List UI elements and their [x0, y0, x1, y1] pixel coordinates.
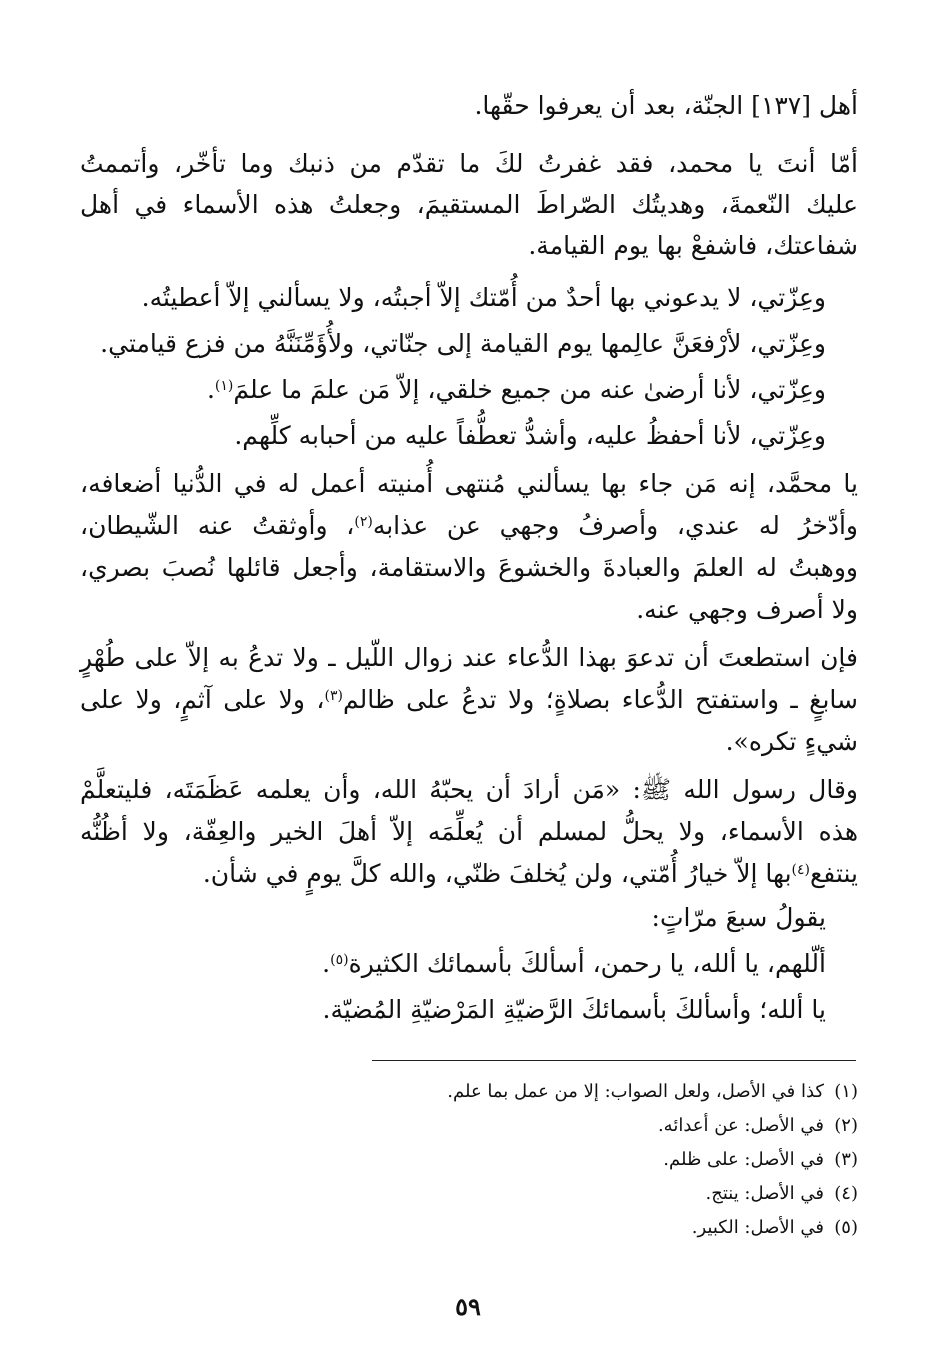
body-line: يا محمَّد، إنه مَن جاء بها يسألني مُنتهى أُمنيته أعمل له في الدُّنيا أضعافه، — [80, 469, 858, 498]
footnote-ref: (٣) — [324, 688, 343, 704]
footnote-text: كذا في الأصل، ولعل الصواب: إلا من عمل بما علم. — [447, 1081, 824, 1102]
body-text: . — [206, 375, 215, 404]
body-text: ينتفع — [810, 859, 858, 888]
body-text: ألّلهم، يا ألله، يا رحمن، أسألكَ بأسمائك الكثيرة — [348, 949, 826, 978]
footnote — [658, 1114, 858, 1138]
footnote-ref: (٢) — [354, 514, 373, 530]
footnote-ref: (٥) — [330, 952, 349, 968]
body-line: وعِزّتي، لأنا أحفظُ عليه، وأشدُّ تعطُّفاً عليه من أحبابه كلِّهم. — [234, 421, 826, 450]
footnote — [692, 1216, 858, 1240]
footnote-text: في الأصل: الكبير. — [691, 1217, 824, 1238]
body-line — [80, 684, 858, 716]
footnote-text: في الأصل: عن أعدائه. — [657, 1115, 824, 1136]
body-line: أمّا أنتَ يا محمد، فقد غفرتُ لكَ ما تقدّم من ذنبك وما تأخّر، وأتممتُ — [80, 149, 858, 178]
footnote-text: في الأصل: على ظلم. — [663, 1149, 824, 1170]
footnote — [663, 1148, 858, 1172]
body-text: ، وأوثقتُ عنه الشّيطان، — [80, 511, 355, 540]
body-text: . — [322, 949, 331, 978]
footnote-number: (٣) — [834, 1149, 858, 1170]
body-text: سابغٍ ـ واستفتح الدُّعاء بصلاةٍ؛ ولا تدعُ على ظالم — [342, 685, 858, 714]
body-line: ولا أصرف وجهي عنه. — [636, 595, 858, 624]
body-line: عليك النّعمةَ، وهديتُك الصّراطَ المستقيمَ، وجعلتُ هذه الأسماء في أهل — [80, 190, 858, 219]
body-line — [80, 510, 858, 542]
body-line: شيءٍ تكره». — [725, 727, 858, 756]
body-line: فإن استطعتَ أن تدعوَ بهذا الدُّعاء عند زوال اللّيل ـ ولا تدعُ به إلاّ على طُهْرٍ — [80, 643, 858, 672]
footnote-number: (٥) — [834, 1217, 858, 1238]
body-line — [322, 948, 826, 980]
body-line: شفاعتك، فاشفعْ بها يوم القيامة. — [528, 231, 858, 260]
footnote-ref: (٤) — [791, 862, 810, 878]
footnote-text: في الأصل: ينتج. — [705, 1183, 824, 1204]
body-text: بها إلاّ خيارُ أُمّتي، ولن يُخلفَ ظنّي، والله كلَّ يومٍ في شأن. — [202, 859, 792, 888]
body-line — [203, 858, 858, 890]
footnote-number: (٢) — [834, 1115, 858, 1136]
body-text: وعِزّتي، لأنا أرضىٰ عنه من جميع خلقي، إلاّ مَن علمَ ما علمَ — [233, 375, 826, 404]
footnote-number: (٤) — [834, 1183, 858, 1204]
body-text: وأدّخرُ له عندي، وأصرفُ وجهي عن عذابه — [372, 511, 858, 540]
body-line: يقولُ سبعَ مرّاتٍ: — [651, 903, 826, 932]
body-line — [207, 374, 826, 406]
body-line: هذه الأسماء، ولا يحلُّ لمسلم أن يُعلِّمَه إلاّ أهلَ الخير والعِفّة، ولا أظُنُّه — [80, 817, 858, 846]
body-line: وعِزّتي، لأرْفعَنَّ عالِمها يوم القيامة إلى جنّاتي، ولأُؤَمِّنَنَّهُ من فزع قيامتي. — [100, 329, 826, 358]
page-number: ٥٩ — [455, 1292, 481, 1321]
footnote — [705, 1182, 858, 1206]
footnote — [447, 1080, 858, 1104]
body-line: ووهبتُ له العلمَ والعبادةَ والخشوعَ والاستقامة، وأجعل قائلها نُصبَ بصري، — [80, 553, 858, 582]
body-line: أهل [١٣٧] الجنّة، بعد أن يعرفوا حقّها. — [474, 91, 858, 120]
body-line: يا ألله؛ وأسألكَ بأسمائكَ الرَّضيّةِ المَرْضيّةِ المُضيّة. — [322, 995, 826, 1024]
footnote-number: (١) — [834, 1081, 858, 1102]
body-line: وقال رسول الله ﷺ: «مَن أرادَ أن يحبّهُ الله، وأن يعلمه عَظَمَتَه، فليتعلَّمْ — [80, 775, 858, 804]
footnote-ref: (١) — [214, 378, 234, 394]
footnote-separator — [372, 1060, 856, 1061]
body-text: ، ولا على آثمٍ، ولا على — [80, 685, 325, 714]
body-line: وعِزّتي، لا يدعوني بها أحدٌ من أُمّتك إلاّ أجبتُه، ولا يسألني إلاّ أعطيتُه. — [141, 283, 826, 312]
